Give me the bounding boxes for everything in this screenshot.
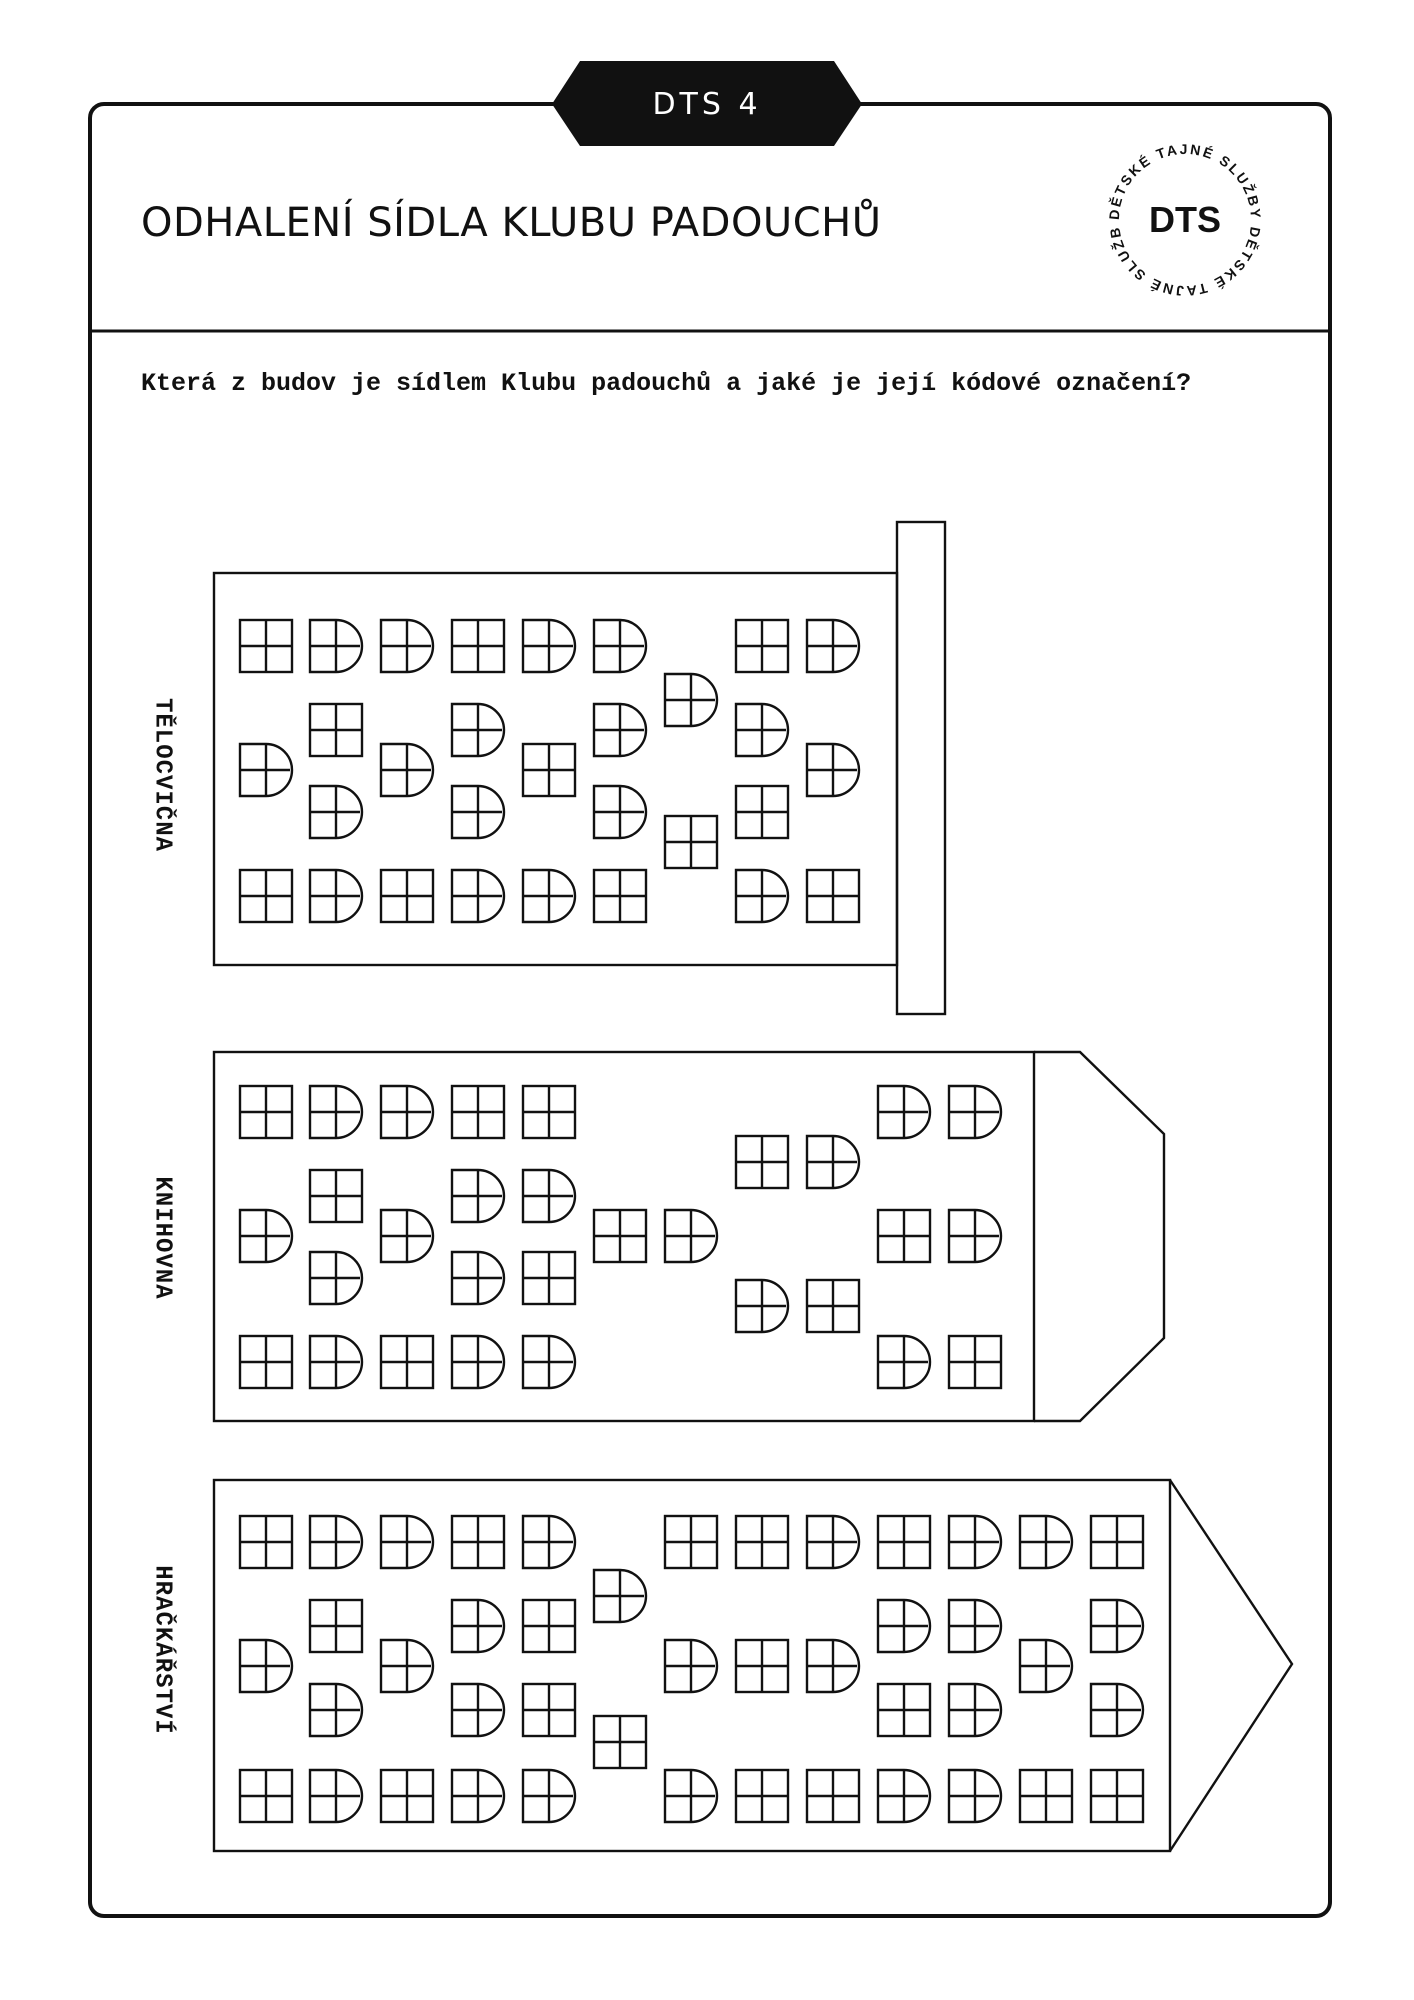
building-hrackarstvi-point: [1170, 1480, 1292, 1851]
building-knihovna-end: [1034, 1052, 1164, 1421]
page-title: ODHALENÍ SÍDLA KLUBU PADOUCHŮ: [141, 200, 882, 246]
building-telocvicna-tower: [897, 522, 945, 1014]
tab-label: DTS 4: [652, 87, 762, 122]
logo-ring-text: DĚTSKÉ TAJNÉ SLUŽBY DĚTSKÉ TAJNÉ SLUŽB: [1105, 140, 1265, 300]
buildings-drawing: [214, 522, 1292, 1851]
dts-logo: [1095, 130, 1275, 310]
logo-center-text: DTS: [1149, 199, 1221, 240]
question-text: Která z budov je sídlem Klubu padouchů a jaké je její kódové označení?: [141, 369, 1192, 398]
